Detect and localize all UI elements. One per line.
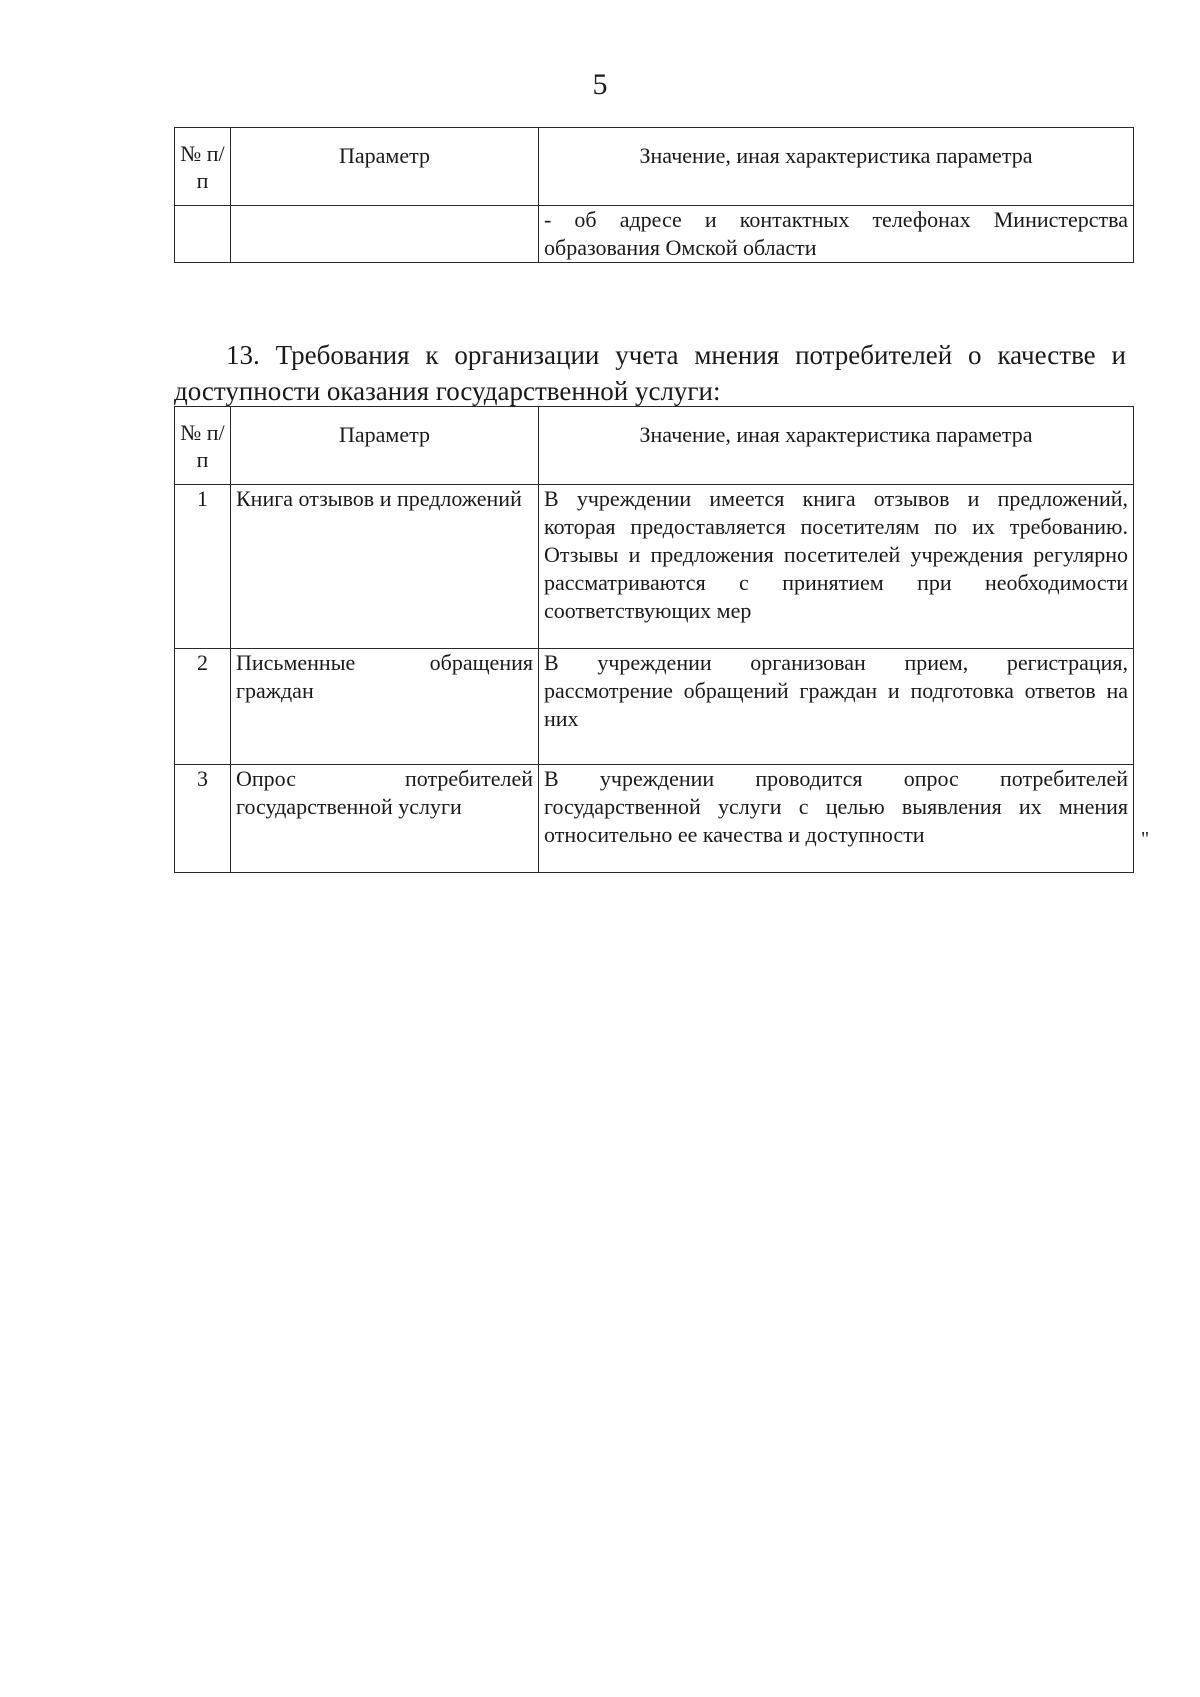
header-value: Значение, иная характеристика параметра — [539, 128, 1134, 206]
header-number: № п/п — [175, 128, 231, 206]
row-number: 3 — [175, 765, 231, 873]
section-13-heading: 13. Требования к организации учета мнения потребителей о качестве и доступности оказания государственной услуги: — [174, 340, 1126, 406]
table-row — [175, 206, 1134, 263]
header-parameter: Параметр — [231, 407, 539, 485]
row-number: 1 — [175, 485, 231, 649]
table-header-row — [175, 407, 1134, 485]
row-number — [175, 206, 231, 263]
row-value: В учреждении организован прием, регистрация, рассмотрение обращений граждан и подготовка ответов на них — [539, 649, 1134, 765]
header-value: Значение, иная характеристика параметра — [539, 407, 1134, 485]
consumer-opinion-table — [174, 406, 1134, 873]
table-row — [175, 765, 1134, 873]
row-parameter — [231, 206, 539, 263]
row-parameter: Опрос потребителей государственной услуги — [231, 765, 539, 873]
row-value: В учреждении проводится опрос потребителей государственной услуги с целью выявления их мнения относительно ее качества и доступности — [539, 765, 1134, 873]
table-header-row — [175, 128, 1134, 206]
header-parameter: Параметр — [231, 128, 539, 206]
closing-quote-mark: " — [1141, 828, 1150, 850]
table-row — [175, 649, 1134, 765]
contact-info-table — [174, 127, 1134, 263]
row-number: 2 — [175, 649, 231, 765]
row-parameter: Книга отзывов и предложений — [231, 485, 539, 649]
page-number: 5 — [592, 68, 608, 101]
header-number: № п/п — [175, 407, 231, 485]
table-row — [175, 485, 1134, 649]
row-value: В учреждении имеется книга отзывов и предложений, которая предоставляется посетителям по их требованию. Отзывы и предложения посетителей учреждения регулярно рассматриваются с принятием при необходимости соответствующих мер — [539, 485, 1134, 649]
row-parameter: Письменные обращения граждан — [231, 649, 539, 765]
row-value: - об адресе и контактных телефонах Министерства образования Омской области — [539, 206, 1134, 263]
